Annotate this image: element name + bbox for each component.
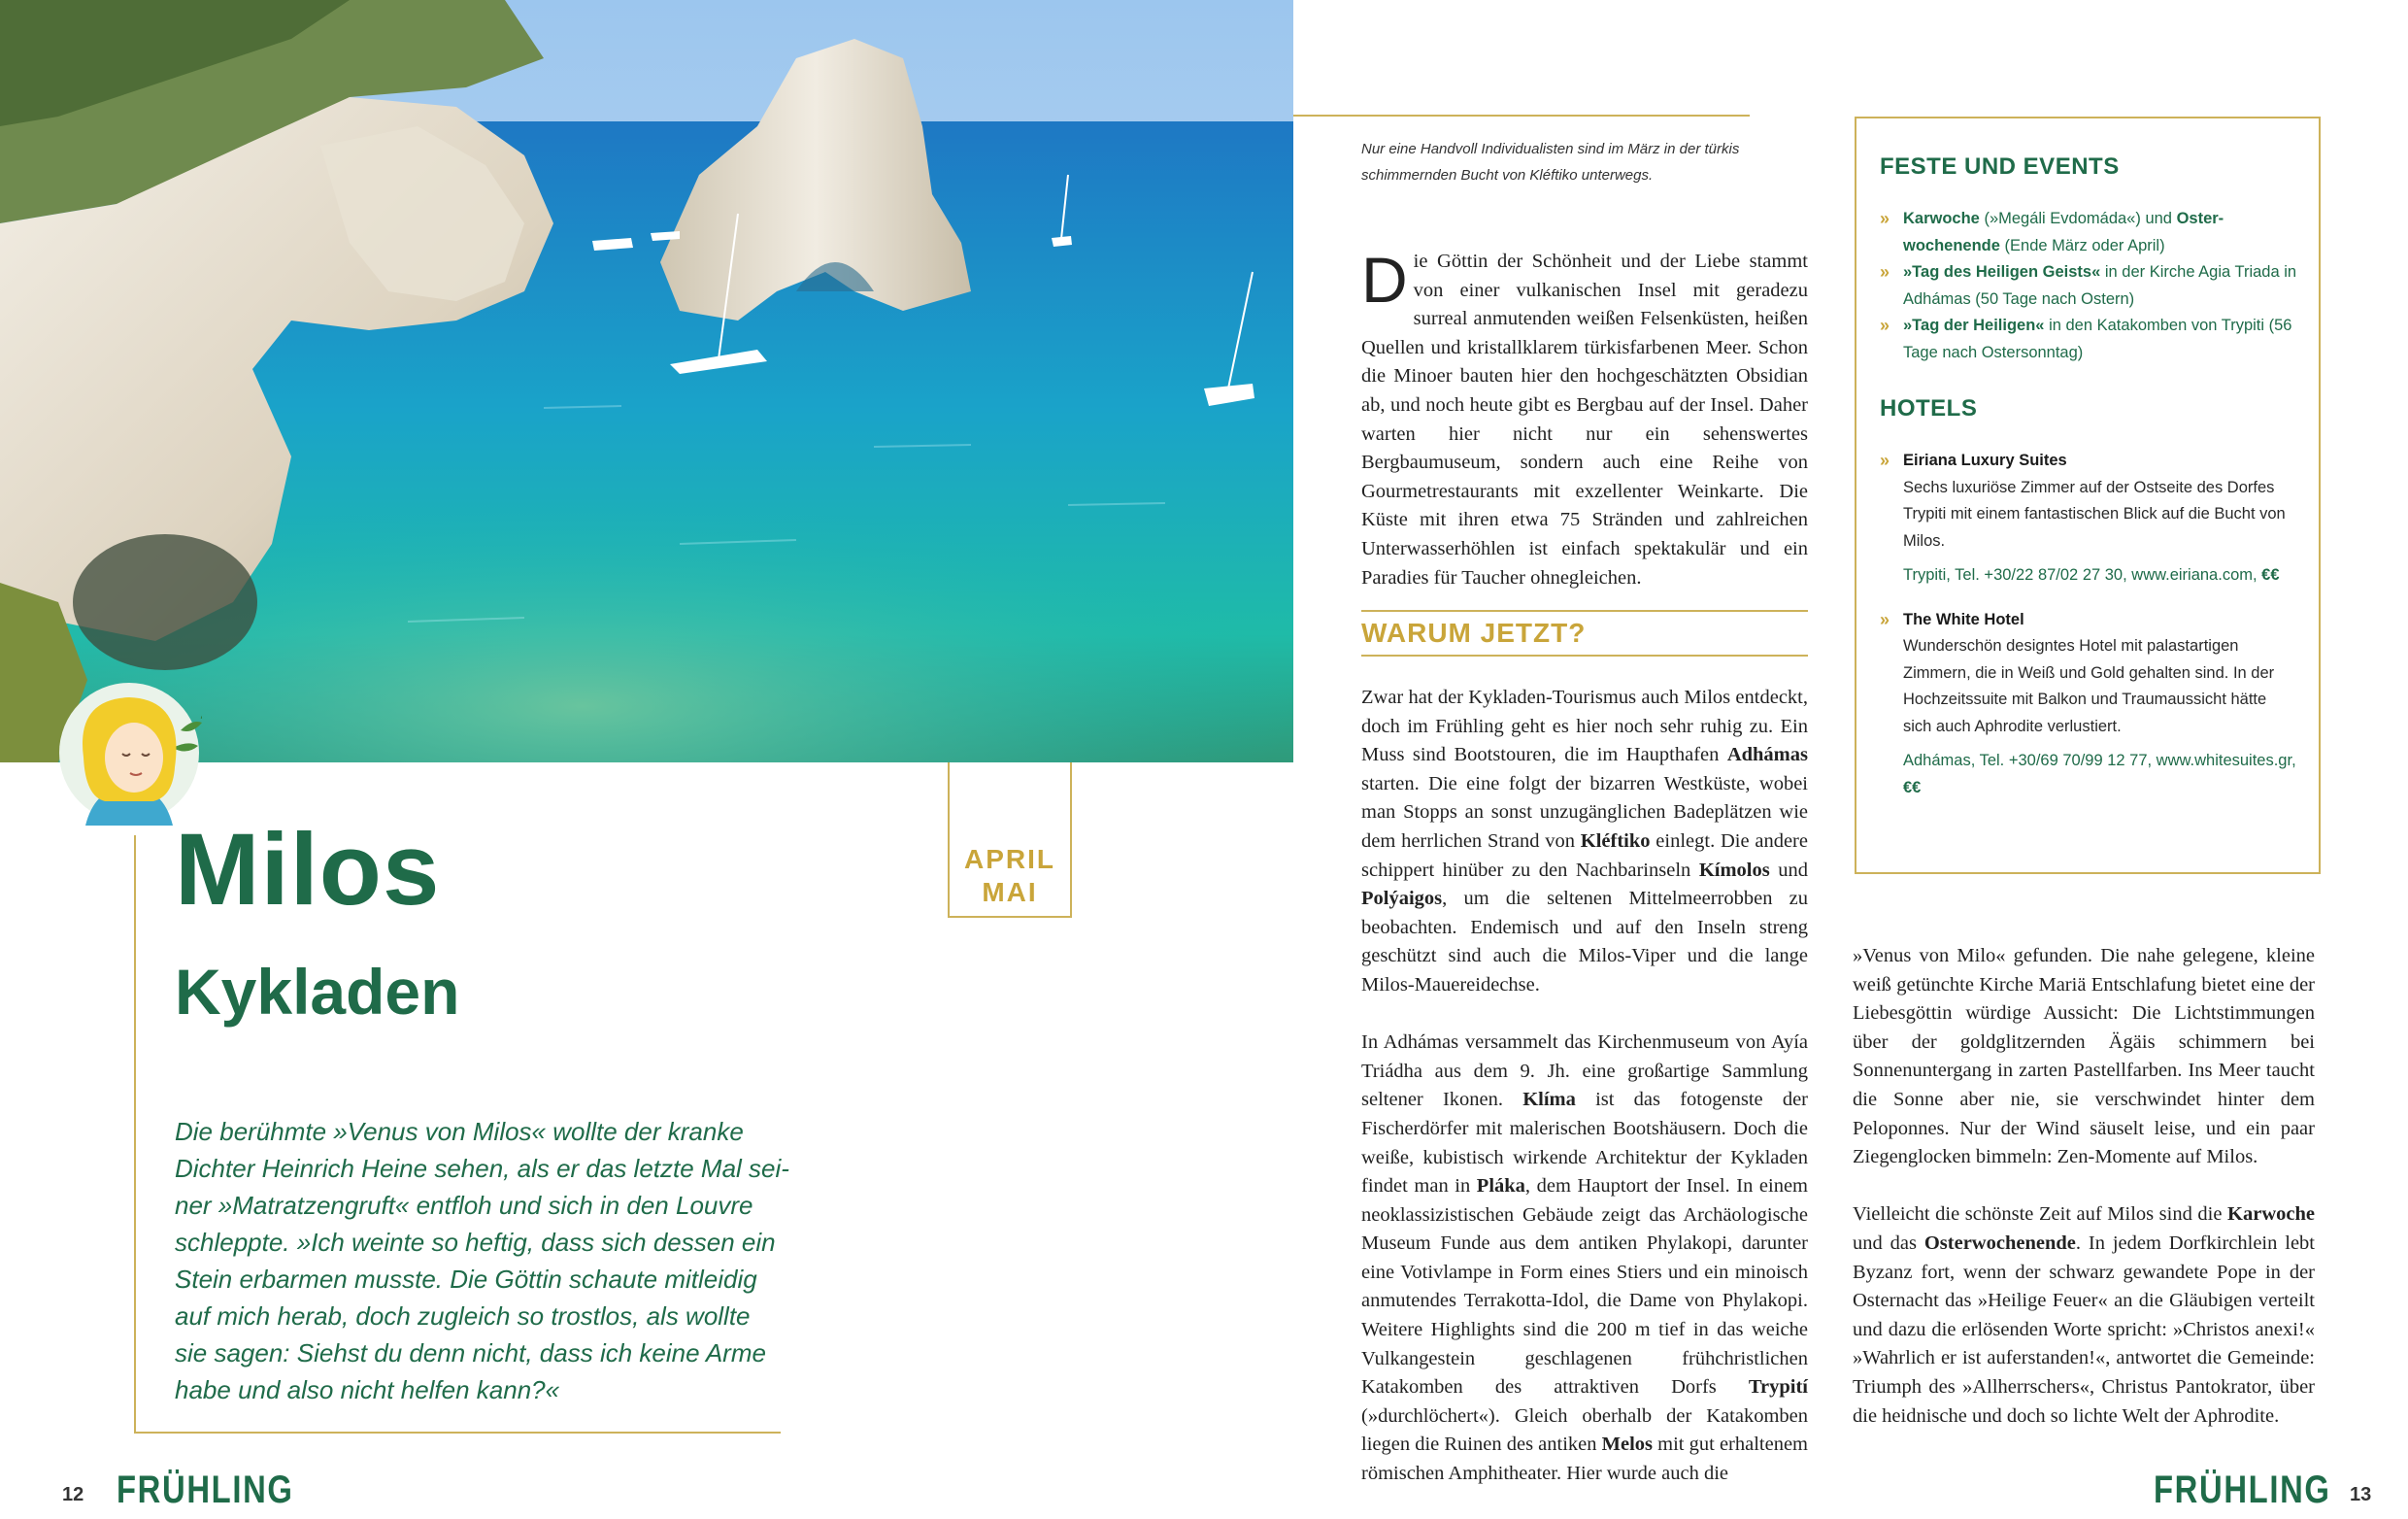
chevron-right-icon: » bbox=[1880, 451, 1890, 470]
section-rule-top bbox=[1361, 610, 1808, 612]
body-paragraph: Vielleicht die schönste Zeit auf Milos sind die Karwoche und das Osterwochenende. In jedem Dorfkirchlein lebt Byzanz fort, wenn der schwarz gewandete Pope in der Osternacht das »Heilige Feuer« an die Gläubigen verteilt und dazu die erlösenden Worte spricht: »Christos anexi!« »Wahrlich er ist auferstanden!«, antwortet die Gemeinde: Triumph des »Allherrschers«, Christus Pantokrator, über die heidnische und doch so lichte Welt der Aphrodite. bbox=[1853, 1203, 2315, 1427]
frame-line-bottom-left bbox=[134, 1432, 781, 1434]
body-paragraph: »Venus von Milo« gefunden. Die nahe gelegene, kleine weiß getünchte Kirche Mariä Entschlafung bietet eine der Liebesgöttin würdige Aussicht: Die Lichtstimmungen über der goldglitzernden Ägäis schimmern bei Sonnenuntergang in zarten Pastellfarben. Ins Meer taucht die Sonne aber nie, sie verschwindet hinter dem Peloponnes. Nur der Wind säuselt leise, und ein paar Ziegenglocken bimmeln: Zen-Momente auf Milos. bbox=[1853, 945, 2315, 1168]
intro-line: sie sagen: Siehst du denn nicht, dass ich keine Arme bbox=[175, 1338, 766, 1367]
hotel-description: Sechs luxuriöse Zimmer auf der Ostseite des Dorfes Trypiti mit einem fantastischen Blick auf die Bucht von Milos. bbox=[1903, 478, 2286, 550]
intro-line: Die berühmte »Venus von Milos« wollte der kranke bbox=[175, 1117, 744, 1146]
events-heading: FESTE UND EVENTS bbox=[1880, 153, 2120, 180]
info-box bbox=[1855, 117, 2321, 874]
intro-line: ner »Matratzengruft« entfloh und sich in den Louvre bbox=[175, 1191, 753, 1220]
travel-months-box bbox=[948, 762, 1072, 918]
body-column-1 bbox=[1361, 684, 1808, 1489]
intro-text: ie Göttin der Schönheit und der Liebe stammt von einer vulkanischen Insel mit geradezu surreal anmutenden weißen Felsenküsten, heißen Quellen und kristallklarem türkisfarbenen Meer. Schon die Minoer bauten hier den hochgeschätzten Obsidian ab, und noch heute gibt es Bergbau auf der Insel. Daher warten hier nicht nur ein sehenswertes Bergbaumuseum, sondern auch eine Reihe von Gourmetrestaurants mit exzellenter Weinkarte. Die Küste mit ihren etwa 75 Stränden und zahlreichen Unterwasserhöhlen ist einfach spektakulär und ein Paradies für Taucher ohnegleichen. bbox=[1361, 251, 1808, 589]
event-item: » Karwoche (»Megáli Evdomáda«) und Osterwochenende (Ende März oder April) bbox=[1880, 206, 2297, 259]
hotel-contact: Trypiti, Tel. +30/22 87/02 27 30, www.eiriana.com, €€ bbox=[1903, 566, 2280, 584]
frame-line-vertical-left bbox=[134, 835, 136, 1433]
intro-quote bbox=[175, 1113, 796, 1408]
hotel-contact: Adhámas, Tel. +30/69 70/99 12 77, www.whitesuites.gr, €€ bbox=[1903, 752, 2296, 796]
intro-line: auf mich herab, doch zugleich so trostlos, als wollte bbox=[175, 1301, 751, 1331]
drop-cap: D bbox=[1361, 244, 1408, 316]
intro-line: Dichter Heinrich Heine sehen, als er das letzte Mal sei- bbox=[175, 1154, 789, 1183]
chevron-right-icon: » bbox=[1880, 209, 1890, 228]
hotel-name: Eiriana Luxury Suites bbox=[1903, 452, 2067, 469]
chevron-right-icon: » bbox=[1880, 316, 1890, 335]
chevron-right-icon: » bbox=[1880, 609, 1890, 629]
coastal-cliffs-image bbox=[0, 0, 1293, 762]
month-april: APRIL bbox=[964, 844, 1055, 874]
event-item: » »Tag der Heiligen« in den Katakomben von Trypiti (56 Tage nach Ostersonntag) bbox=[1880, 313, 2297, 366]
season-label-right: FRÜHLING bbox=[2154, 1468, 2331, 1511]
section-heading: WARUM JETZT? bbox=[1361, 618, 1587, 648]
photo-caption: Nur eine Handvoll Individualisten sind im März in der türkis schimmernden Bucht von Kléftiko unterwegs. bbox=[1361, 141, 1740, 184]
intro-line: habe und also nicht helfen kann?« bbox=[175, 1375, 560, 1404]
body-paragraph: Zwar hat der Kykladen-Tourismus auch Milos entdeckt, doch im Frühling geht es hier noch sehr ruhig zu. Ein Muss sind Bootstouren, die im Haupthafen Adhámas starten. Die eine folgt der bizarren Westküste, wobei man Stopps an sonst unzugänglichen Badeplätzen wie dem herrlichen Strand von Kléftiko einlegt. Die andere schippert hinüber zu den Nachbarinseln Kímolos und Polýaigos, um die seltenen Mittelmeerrobben zu beobachten. Endemisch und auf den Inseln streng geschützt sind auch die Milos-Viper und die lange Milos-Mauereidechse. bbox=[1361, 687, 1809, 996]
hotel-item bbox=[1880, 607, 2297, 802]
author-avatar-icon bbox=[56, 680, 202, 826]
hotel-name: The White Hotel bbox=[1903, 610, 2024, 628]
body-paragraph: In Adhámas versammelt das Kirchenmuseum von Ayía Triádha aus dem 9. Jh. eine großartige Sammlung seltener Ikonen. Klíma ist das fotogenste der Fischerdörfer mit malerischen Bootshäusern. Doch die weiße, kubistisch wirkende Architektur der Kykladen findet man in Pláka, dem Hauptort der Insel. In einem neoklassizistischen Gebäude zeigt das Archäologische Museum Funde aus dem antiken Phylakopi, darunter eine Votivlampe in Form eines Stiers und ein minoisch anmutendes Terrakotta-Idol, die Dame von Phylakopi. Weitere Highlights sind die 200 m tief in das weiche Vulkangestein geschlagenen frühchristlichen Katakomben des attraktiven Dorfs Trypití (»durchlöchert«). Gleich oberhalb der Katakomben liegen die Ruinen des antiken Melos mit gut erhaltenem römischen Amphitheater. Hier wurde auch die bbox=[1361, 1031, 1808, 1485]
page-number-left: 12 bbox=[62, 1484, 84, 1505]
hotel-item bbox=[1880, 448, 2297, 590]
intro-paragraph bbox=[1361, 244, 1808, 592]
page-number-right: 13 bbox=[2350, 1484, 2372, 1505]
month-mai: MAI bbox=[982, 877, 1038, 907]
page-title: Milos bbox=[175, 813, 441, 927]
page-subtitle: Kykladen bbox=[175, 956, 460, 1028]
season-label-left: FRÜHLING bbox=[117, 1468, 294, 1511]
chevron-right-icon: » bbox=[1880, 262, 1890, 282]
event-item: » »Tag des Heiligen Geists« in der Kirche Agia Triada in Adhámas (50 Tage nach Ostern) bbox=[1880, 259, 2297, 313]
intro-line: schleppte. »Ich weinte so heftig, dass sich dessen ein bbox=[175, 1228, 776, 1257]
hotels-heading: HOTELS bbox=[1880, 395, 1978, 422]
body-column-2 bbox=[1853, 942, 2315, 1431]
section-rule-bottom bbox=[1361, 655, 1808, 657]
intro-line: Stein erbarmen musste. Die Göttin schaute mitleidig bbox=[175, 1265, 757, 1294]
hotel-description: Wunderschön designtes Hotel mit palastartigen Zimmern, die in Weiß und Gold gehalten sind. In der Hochzeitssuite mit Balkon und Traumaussicht hätte sich auch Aphrodite verlustiert. bbox=[1903, 637, 2275, 735]
caption-rule bbox=[1293, 115, 1750, 117]
